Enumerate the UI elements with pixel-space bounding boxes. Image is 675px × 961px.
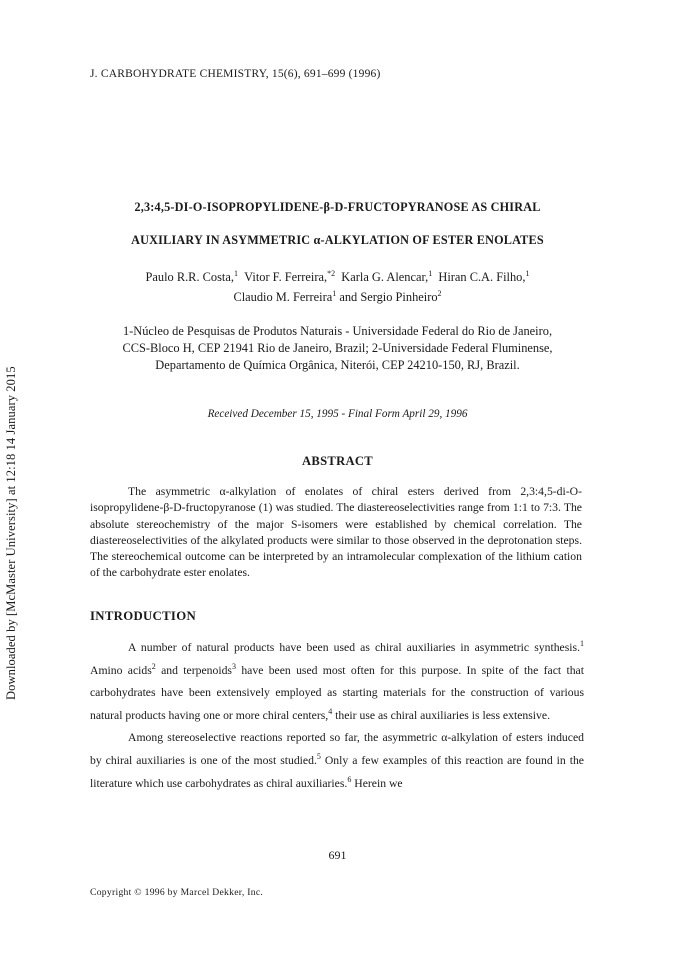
author-name: Claudio M. Ferreira: [233, 290, 333, 304]
author-name: and Sergio Pinheiro: [339, 290, 438, 304]
abstract-heading: ABSTRACT: [302, 454, 373, 468]
author-name: Paulo R.R. Costa,: [145, 270, 234, 284]
reference-mark: 5: [316, 751, 321, 761]
text-run: their use as chiral auxiliaries is less extensive.: [332, 708, 550, 722]
download-watermark: Downloaded by [McMaster University] at 12:18 14 January 2015: [4, 366, 18, 700]
text-run: Herein we: [351, 776, 403, 790]
copyright-notice: Copyright © 1996 by Marcel Dekker, Inc.: [90, 887, 264, 898]
abstract-body: [90, 484, 582, 582]
journal-header: J. CARBOHYDRATE CHEMISTRY, 15(6), 691–699 (1996): [90, 68, 381, 80]
author-affiliation-mark: 1: [332, 289, 337, 298]
reference-mark: 4: [328, 706, 333, 716]
author-list: [60, 267, 615, 307]
introduction-heading: INTRODUCTION: [90, 609, 196, 623]
author-affiliation-mark: 2: [437, 289, 442, 298]
author-affiliation-mark: *2: [327, 269, 336, 278]
text-run: and terpenoids: [155, 663, 232, 677]
text-run: A number of natural products have been used as chiral auxiliaries in asymmetric synthesis.: [128, 641, 580, 654]
affiliation-line: Departamento de Química Orgânica, Niterói, CEP 24210-150, RJ, Brazil.: [155, 358, 520, 372]
affiliation-line: CCS-Bloco H, CEP 21941 Rio de Janeiro, Brazil; 2-Universidade Federal Fluminense,: [122, 341, 553, 355]
author-affiliation-mark: 1: [428, 269, 433, 278]
intro-paragraph-2: [90, 727, 584, 795]
author-line-1: [60, 267, 615, 287]
text-run: Among stereoselective reactions reported so far, the asymmetric α-alkylation of esters induced by chiral auxiliaries is one of the most studied.: [90, 731, 584, 767]
author-name: Hiran C.A. Filho,: [438, 270, 526, 284]
page-number: 691: [328, 848, 347, 862]
intro-paragraph-1: [90, 637, 584, 727]
abstract-paragraph: The asymmetric α-alkylation of enolates of chiral esters derived from 2,3:4,5-di-O-isopropylidene-β-D-fructopyranose (1) was studied. The diastereoselectivities range from 1:1 to 7:3. The absolute stereochemistry of the major S-isomers were established by chemical correlation. The diastereoselectivities of the alkylated products were similar to those observed in the deprotonation steps. The stereochemical outcome can be interpreted by an intramolecular complexation of the lithium cation of the carbohydrate ester enolates.: [90, 485, 582, 580]
reference-mark: 6: [347, 774, 352, 784]
introduction-body: [90, 637, 584, 795]
text-run: Only a few examples of this reaction are found in the literature which use carbohydrates as chiral auxiliaries.: [90, 753, 584, 790]
reference-mark: 1: [580, 639, 584, 648]
author-name: Karla G. Alencar,: [341, 270, 429, 284]
article-title-line-2: AUXILIARY IN ASYMMETRIC α-ALKYLATION OF ESTER ENOLATES: [131, 233, 544, 247]
author-line-2: [60, 287, 615, 307]
text-run: Amino acids: [90, 663, 152, 677]
received-dates: Received December 15, 1995 - Final Form April 29, 1996: [207, 408, 468, 420]
text-run: have been used most often for this purpose. In spite of the fact that carbohydrates have been extensively employed as starting materials for the construction of various natural products having one or more chiral centers,: [90, 663, 584, 722]
article-title-line-1: 2,3:4,5-DI-O-ISOPROPYLIDENE-β-D-FRUCTOPYRANOSE AS CHIRAL: [134, 200, 541, 214]
author-name: Vitor F. Ferreira,: [244, 270, 328, 284]
reference-mark: 3: [232, 661, 236, 671]
author-affiliation-mark: 1: [525, 269, 530, 278]
affiliations: [60, 323, 615, 374]
affiliation-line: 1-Núcleo de Pesquisas de Produtos Naturais - Universidade Federal do Rio de Janeiro,: [122, 324, 553, 338]
reference-mark: 2: [151, 661, 156, 671]
author-affiliation-mark: 1: [233, 269, 238, 278]
